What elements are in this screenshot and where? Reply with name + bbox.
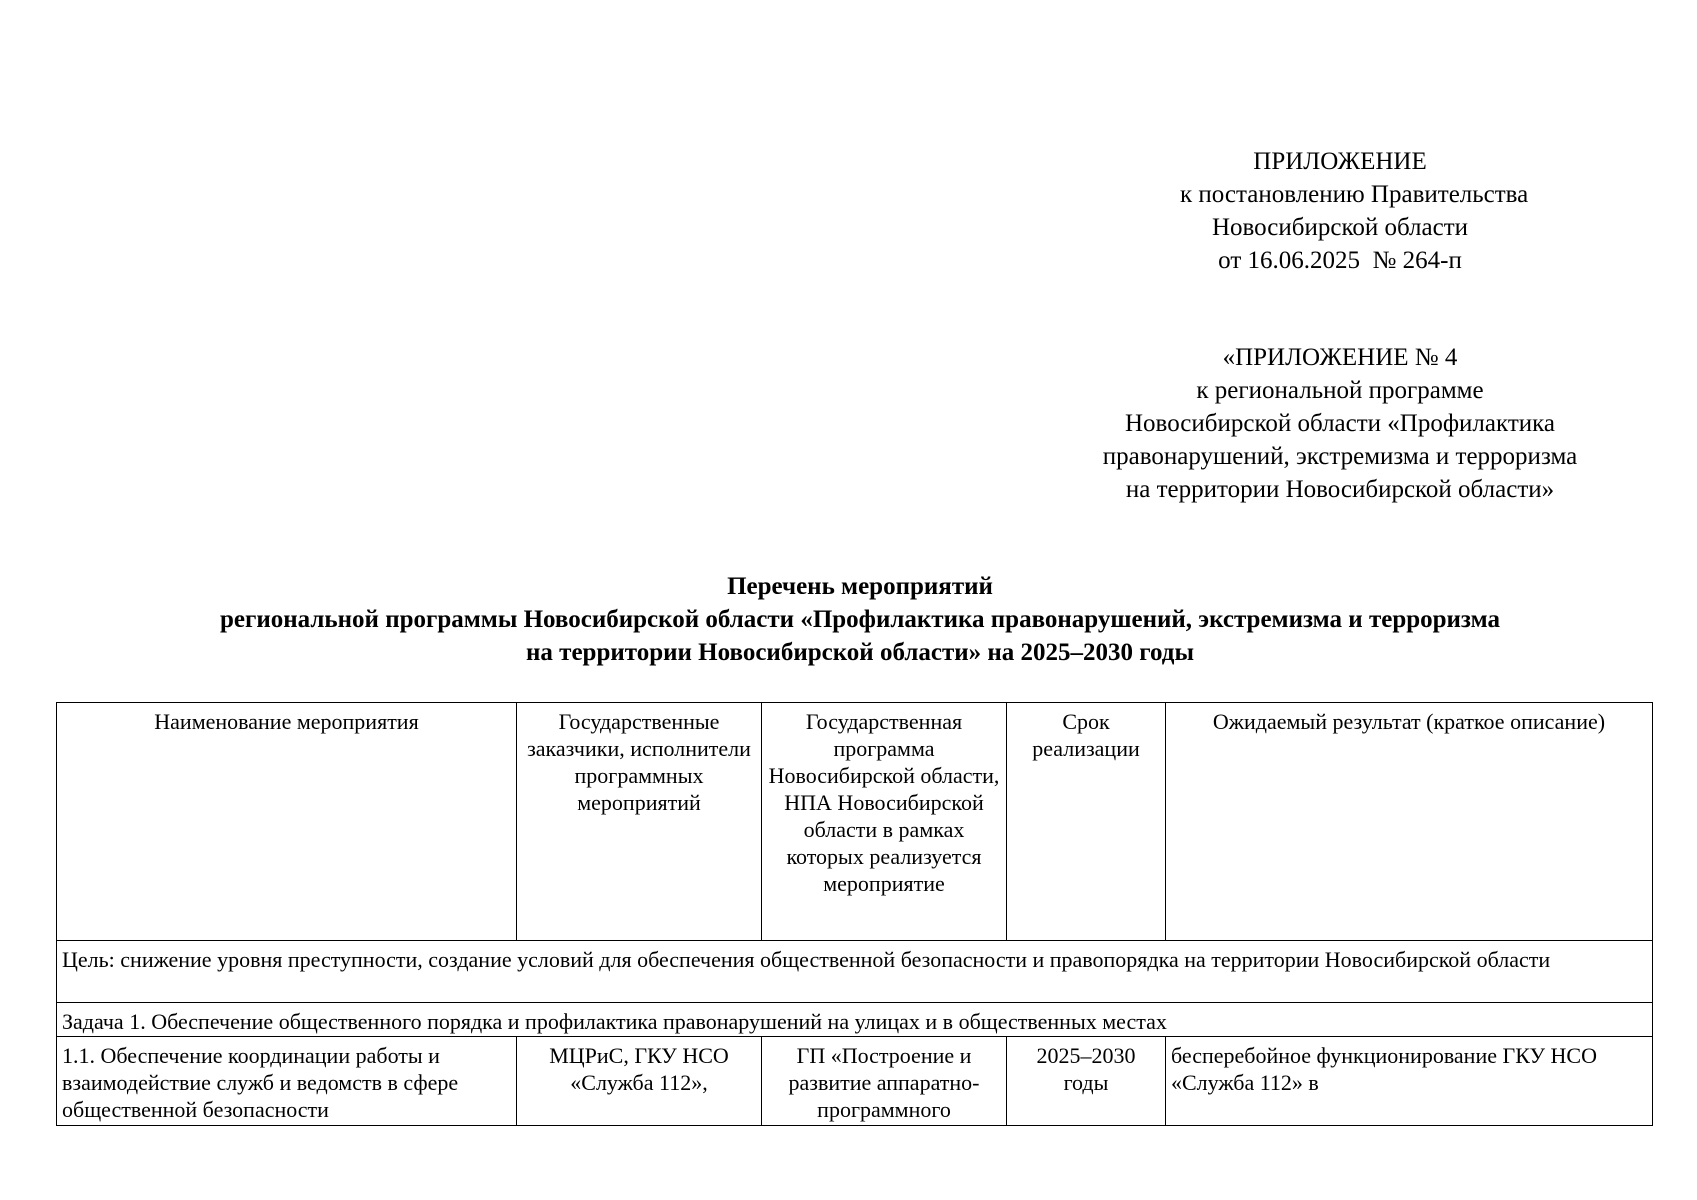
term-cell: 2025–2030 годы xyxy=(1007,1037,1166,1126)
event-name-cell: 1.1. Обеспечение координации работы и взаимодействие служб и ведомств в сфере общественной безопасности xyxy=(57,1037,517,1126)
appendix-4-line: на территории Новосибирской области» xyxy=(1125,476,1555,503)
appendix-4-line: «ПРИЛОЖЕНИЕ № 4 xyxy=(1222,344,1458,371)
task-cell: Задача 1. Обеспечение общественного порядка и профилактика правонарушений на улицах и в общественных местах xyxy=(57,1003,1653,1037)
header-program: Государственная программа Новосибирской области, НПА Новосибирской области в рамках которых реализуется мероприятие xyxy=(762,703,1007,941)
document-title-line: Перечень мероприятий xyxy=(727,573,993,600)
appendix-header-line: ПРИЛОЖЕНИЕ xyxy=(1253,148,1427,175)
appendix-4-line: правонарушений, экстремизма и терроризма xyxy=(1102,443,1578,470)
header-event-name: Наименование мероприятия xyxy=(57,703,517,941)
appendix-4-header xyxy=(1040,341,1640,506)
header-result: Ожидаемый результат (краткое описание) xyxy=(1166,703,1653,941)
header-term: Срок реализации xyxy=(1007,703,1166,941)
customers-cell: МЦРиС, ГКУ НСО «Служба 112», xyxy=(517,1037,762,1126)
appendix-4-line: Новосибирской области «Профилактика xyxy=(1125,410,1555,437)
goal-cell: Цель: снижение уровня преступности, создание условий для обеспечения общественной безопасности и правопорядка на территории Новосибирской области xyxy=(57,941,1653,1003)
table-row xyxy=(57,1037,1653,1126)
appendix-4-line: к региональной программе xyxy=(1196,377,1484,404)
document-title-line: региональной программы Новосибирской области «Профилактика правонарушений, экстремизма и терроризма xyxy=(220,606,1500,633)
document-title-line: на территории Новосибирской области» на 2025–2030 годы xyxy=(526,639,1194,666)
task-row xyxy=(57,1003,1653,1037)
goal-row xyxy=(57,941,1653,1003)
events-table xyxy=(56,702,1653,1126)
result-cell: бесперебойное функционирование ГКУ НСО «Служба 112» в xyxy=(1166,1037,1653,1126)
table-header-row xyxy=(57,703,1653,941)
appendix-header-line: к постановлению Правительства xyxy=(1180,181,1529,208)
appendix-header-line: от 16.06.2025 № 264-п xyxy=(1218,247,1462,274)
appendix-header-line: Новосибирской области xyxy=(1211,214,1469,241)
appendix-header xyxy=(1180,145,1529,277)
document-title xyxy=(60,570,1660,669)
program-cell: ГП «Построение и развитие аппаратно-программного xyxy=(762,1037,1007,1126)
header-customers: Государственные заказчики, исполнители программных мероприятий xyxy=(517,703,762,941)
